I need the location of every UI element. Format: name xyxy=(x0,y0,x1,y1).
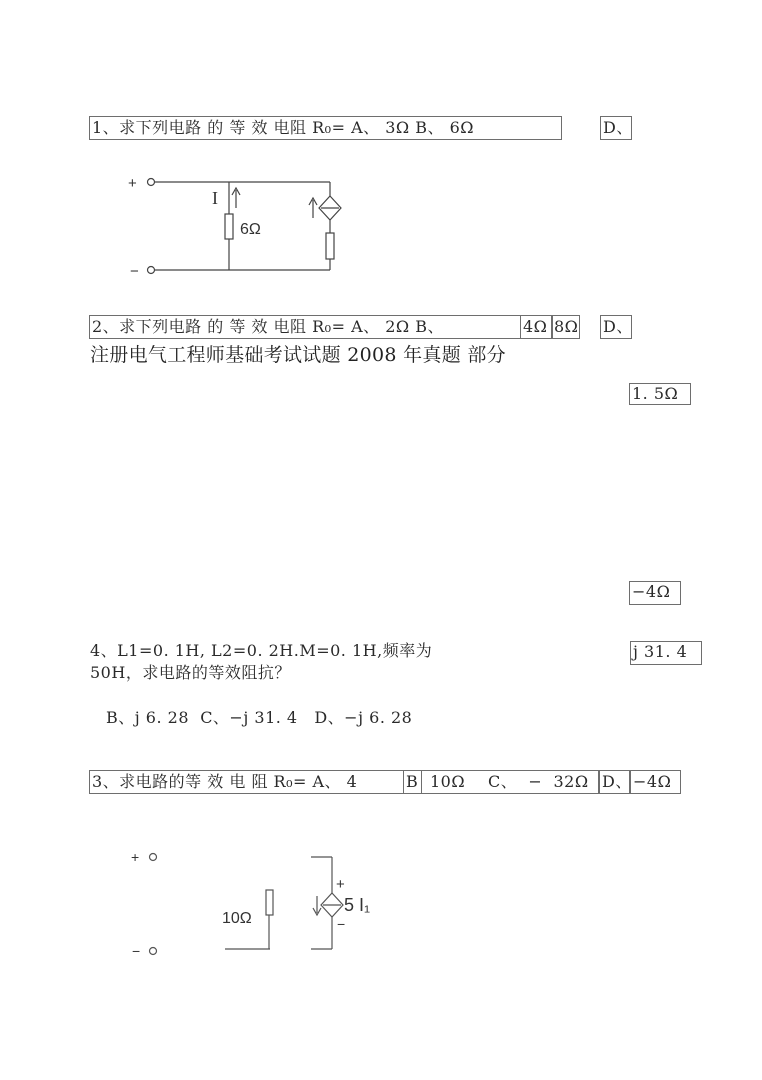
question-4-line-2: 50H，求电路的等效阻抗？ xyxy=(90,663,291,682)
option-b-label: B xyxy=(406,772,419,791)
option-b-value: 4Ω xyxy=(523,317,548,336)
plus-terminal-label: + xyxy=(131,849,140,865)
resistor-label: 10Ω xyxy=(222,910,252,927)
current-label: I xyxy=(212,188,218,208)
resistor-label: 6Ω xyxy=(240,221,261,238)
option-d-label: D、 xyxy=(602,772,632,791)
option-d-value: −4Ω xyxy=(633,772,672,791)
question-3-text: 3、求电路的等 效 电 阻 R₀= A、 4 xyxy=(92,772,358,791)
source-label: 5 I₁ xyxy=(344,895,371,915)
question-4-line-1: 4、L1=0. 1H, L2=0. 2H.M=0. 1H,频率为 xyxy=(90,641,433,660)
option-d-label: D、 xyxy=(603,118,633,137)
answer-value: j 31. 4 xyxy=(633,642,688,661)
minus-terminal-label: − xyxy=(130,263,139,280)
question-1-text: 1、求下列电路 的 等 效 电阻 R₀= A、 3Ω B、 6Ω xyxy=(92,118,475,137)
plus-terminal-label: + xyxy=(128,175,137,192)
answer-value: −4Ω xyxy=(632,582,671,601)
question-4-options: B、j 6. 28 C、−j 31. 4 D、−j 6. 28 xyxy=(106,708,413,727)
page-title: 注册电气工程师基础考试试题 2008 年真题 部分 xyxy=(90,344,506,366)
option-c-value: 8Ω xyxy=(554,317,579,336)
minus-terminal-label: − xyxy=(132,943,141,959)
question-2-text: 2、求下列电路 的 等 效 电阻 R₀= A、 2Ω B、 xyxy=(92,317,444,336)
source-minus-label: − xyxy=(337,916,346,932)
source-plus-label: + xyxy=(336,876,345,893)
question-3-option-b-value: 10Ω xyxy=(430,772,466,791)
question-3-option-c: C、 − 32Ω xyxy=(488,772,589,791)
option-d-label: D、 xyxy=(603,317,633,336)
answer-value: 1. 5Ω xyxy=(632,384,679,403)
